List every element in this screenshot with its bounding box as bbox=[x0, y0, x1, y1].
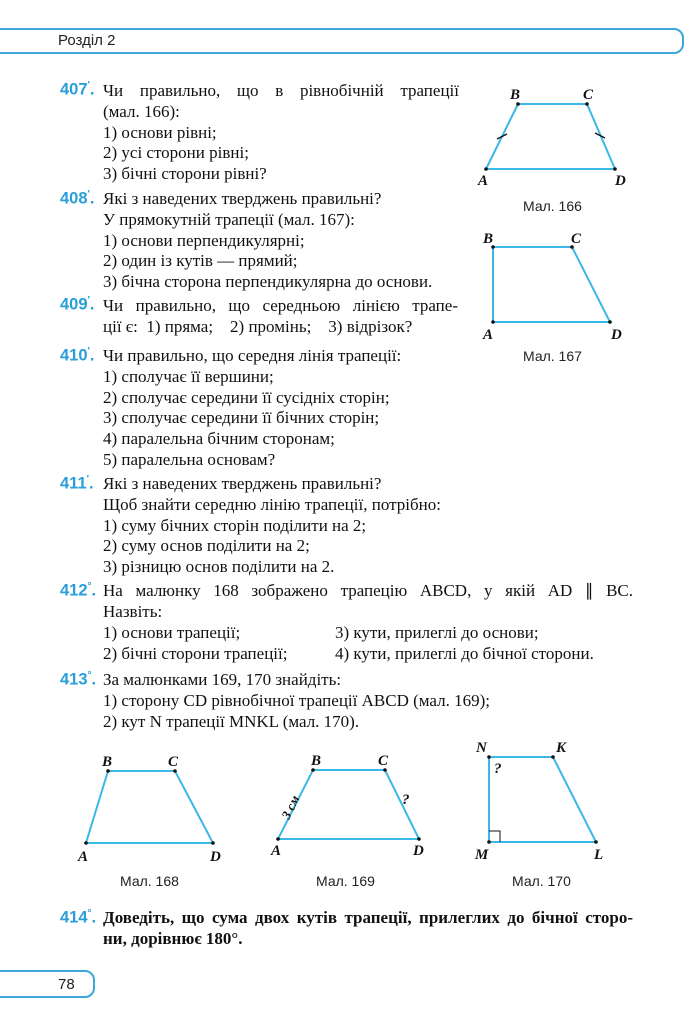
figure-169 bbox=[265, 748, 440, 868]
vertex-label: D bbox=[615, 173, 626, 189]
text-line: 3) бічна сторона перпендикулярна до основи. bbox=[103, 272, 433, 292]
problem-number: 408'. bbox=[60, 189, 95, 208]
figure-166 bbox=[470, 85, 640, 195]
text-line: ни, дорівнює 180°. bbox=[103, 928, 243, 948]
figure-caption: Мал. 169 bbox=[316, 873, 375, 889]
vertex-label: C bbox=[378, 753, 389, 769]
text-line: 3) кути, прилеглі до основи; bbox=[335, 623, 539, 642]
vertex-label: B bbox=[483, 231, 494, 247]
vertex-point bbox=[84, 841, 88, 845]
text-line: На малюнку 168 зображено трапецію ABCD, у якій AD ∥ BC. bbox=[103, 581, 633, 600]
vertex-label: B bbox=[311, 753, 322, 769]
problem-number: 412°. bbox=[60, 581, 97, 600]
trapezoid-shape bbox=[493, 247, 610, 322]
vertex-point bbox=[211, 841, 215, 845]
text-line: У прямокутній трапеції (мал. 167): bbox=[103, 209, 355, 229]
text-line: 3) бічні сторони рівні? bbox=[103, 164, 267, 184]
text-line: Чи правильно, що в рівнобічній трапеції bbox=[103, 81, 459, 100]
problem-number: 413°. bbox=[60, 670, 97, 689]
page-number-tab bbox=[0, 970, 95, 998]
trapezoid-shape bbox=[86, 771, 213, 843]
problem-413 bbox=[103, 670, 573, 732]
text-line: За малюнками 169, 170 знайдіть: bbox=[103, 670, 342, 689]
text-line: 2) один із кутів — прямий; bbox=[103, 251, 298, 271]
side-length-label: 3 см bbox=[278, 792, 303, 822]
unknown-mark: ? bbox=[402, 792, 410, 808]
problem-412-left-col bbox=[103, 623, 333, 665]
problem-411 bbox=[103, 474, 523, 578]
problem-number: 407'. bbox=[60, 80, 95, 99]
text-line: (мал. 166): bbox=[103, 101, 180, 121]
vertex-label: K bbox=[556, 740, 567, 756]
text-line: 1) суму бічних сторін поділити на 2; bbox=[103, 515, 367, 535]
problem-number: 411'. bbox=[60, 474, 94, 493]
problem-408 bbox=[103, 189, 463, 293]
text-line: Доведіть, що сума двох кутів трапеції, прилеглих до бічної сторо- bbox=[103, 908, 633, 927]
vertex-label: B bbox=[510, 87, 521, 103]
unknown-mark: ? bbox=[494, 761, 502, 777]
vertex-point bbox=[487, 840, 491, 844]
vertex-label: M bbox=[475, 847, 489, 863]
text-line: 1) основи перпендикулярні; bbox=[103, 230, 305, 250]
problem-410 bbox=[103, 346, 463, 471]
text-line: 2) кут N трапеції MNKL (мал. 170). bbox=[103, 711, 360, 731]
text-line: Щоб знайти середню лінію трапеції, потрібно: bbox=[103, 494, 441, 514]
text-line: 2) бічні сторони трапеції; bbox=[103, 643, 288, 663]
text-line: 1) основи трапеції; bbox=[103, 623, 241, 642]
vertex-point bbox=[484, 167, 488, 171]
vertex-label: A bbox=[78, 849, 89, 865]
vertex-point bbox=[613, 167, 617, 171]
text-line: Чи правильно, що середньою лінією трапе- bbox=[103, 296, 458, 315]
figure-caption: Мал. 168 bbox=[120, 873, 179, 889]
vertex-label: D bbox=[210, 849, 221, 865]
section-title: Розділ 2 bbox=[58, 32, 116, 49]
trapezoid-shape bbox=[486, 104, 615, 169]
problem-412 bbox=[103, 581, 633, 623]
vertex-label: A bbox=[478, 173, 489, 189]
figure-167 bbox=[475, 228, 635, 348]
figure-170 bbox=[470, 735, 620, 870]
page-number: 78 bbox=[58, 976, 75, 993]
vertex-label: C bbox=[168, 754, 179, 770]
right-angle-mark bbox=[489, 831, 500, 842]
text-line: Які з наведених тверджень правильні? bbox=[103, 474, 382, 493]
vertex-point bbox=[417, 837, 421, 841]
text-line: Назвіть: bbox=[103, 601, 163, 621]
text-line: 5) паралельна основам? bbox=[103, 449, 276, 469]
text-line: 2) усі сторони рівні; bbox=[103, 143, 249, 163]
vertex-label: A bbox=[483, 327, 494, 343]
vertex-point bbox=[276, 837, 280, 841]
figure-168 bbox=[72, 748, 242, 868]
vertex-label: N bbox=[476, 740, 487, 756]
text-line: 4) кути, прилеглі до бічної сторони. bbox=[335, 643, 594, 663]
problem-412-right-col bbox=[335, 623, 630, 665]
problem-number: 410'. bbox=[60, 346, 95, 365]
problem-414 bbox=[103, 908, 633, 950]
text-line: 3) різницю основ поділити на 2. bbox=[103, 557, 335, 577]
text-line: 3) сполучає середини її бічних сторін; bbox=[103, 408, 380, 428]
vertex-label: B bbox=[102, 754, 113, 770]
vertex-label: D bbox=[413, 843, 424, 859]
vertex-point bbox=[487, 755, 491, 759]
vertex-point bbox=[551, 755, 555, 759]
trapezoid-shape bbox=[489, 757, 596, 842]
text-line: 2) сполучає середини її сусідніх сторін; bbox=[103, 387, 390, 407]
text-line: ції є: 1) пряма; 2) промінь; 3) відрізок? bbox=[103, 316, 413, 336]
page-header bbox=[0, 28, 695, 56]
vertex-label: C bbox=[583, 87, 594, 103]
vertex-label: D bbox=[611, 327, 622, 343]
vertex-label: A bbox=[271, 843, 282, 859]
figure-caption: Мал. 167 bbox=[523, 348, 582, 364]
problem-number: 409'. bbox=[60, 295, 95, 314]
text-line: 1) основи рівні; bbox=[103, 122, 217, 142]
vertex-label: C bbox=[571, 231, 582, 247]
figure-caption: Мал. 170 bbox=[512, 873, 571, 889]
text-line: Які з наведених тверджень правильні? bbox=[103, 189, 382, 208]
vertex-point bbox=[491, 320, 495, 324]
figure-caption: Мал. 166 bbox=[523, 198, 582, 214]
problem-409 bbox=[103, 296, 458, 338]
text-line: 2) суму основ поділити на 2; bbox=[103, 536, 310, 556]
problem-number: 414°. bbox=[60, 908, 97, 927]
problem-407 bbox=[103, 81, 459, 185]
text-line: 4) паралельна бічним сторонам; bbox=[103, 429, 335, 449]
vertex-point bbox=[594, 840, 598, 844]
vertex-label: L bbox=[594, 847, 604, 863]
text-line: 1) сторону CD рівнобічної трапеції ABCD (мал. 169); bbox=[103, 690, 490, 710]
text-line: 1) сполучає її вершини; bbox=[103, 366, 274, 386]
vertex-point bbox=[608, 320, 612, 324]
text-line: Чи правильно, що середня лінія трапеції: bbox=[103, 346, 402, 365]
